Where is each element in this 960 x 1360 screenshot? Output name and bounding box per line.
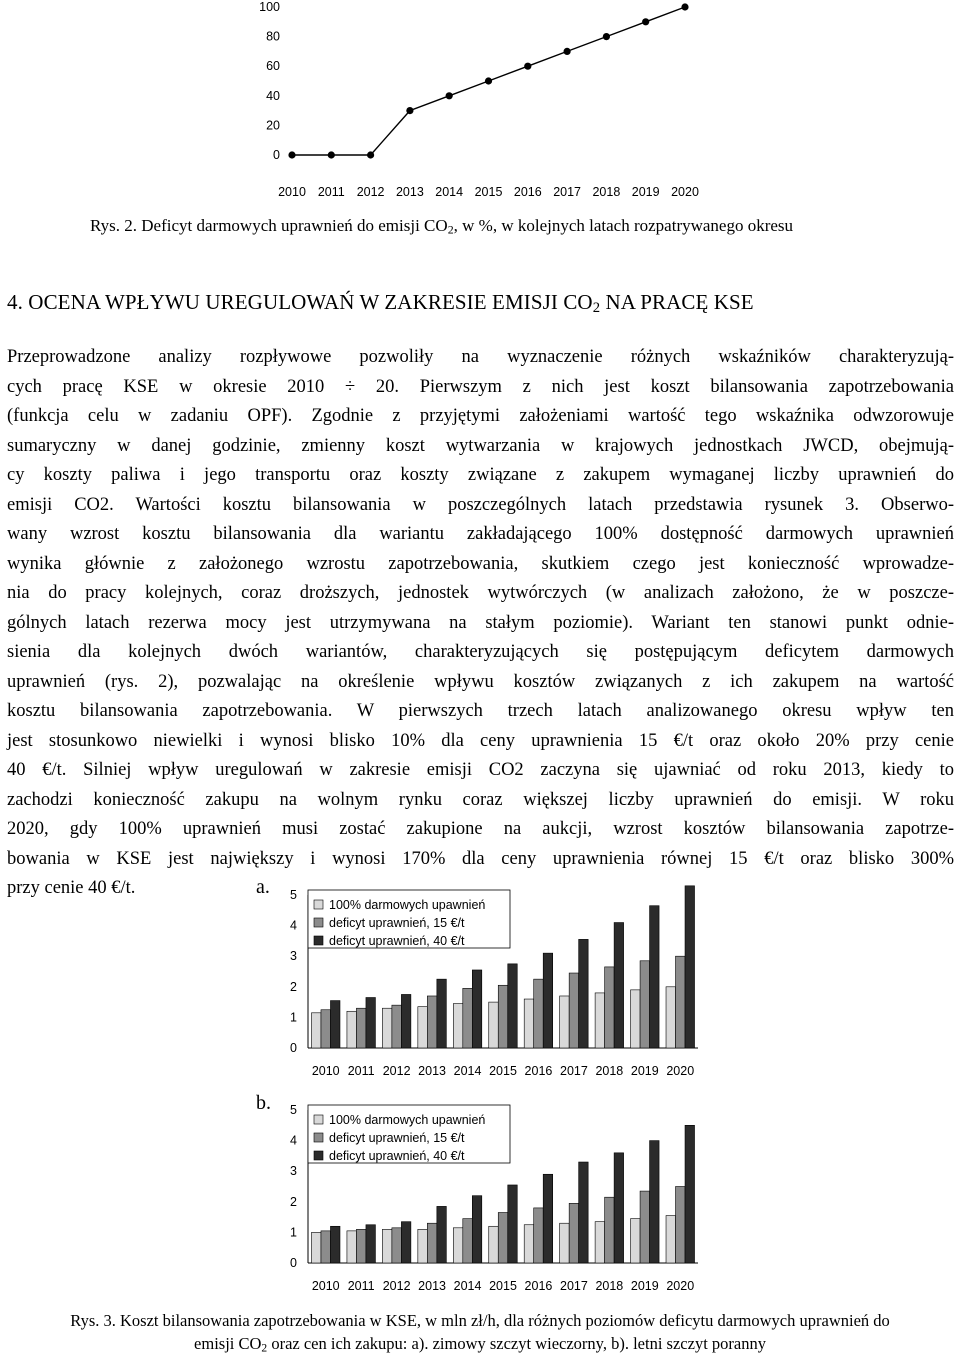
- fig3a-bar: [489, 1002, 499, 1048]
- fig2-ytick-label: 20: [266, 118, 280, 133]
- fig3a-label: a.: [256, 876, 270, 898]
- fig2-ytick-label: 80: [266, 29, 280, 44]
- fig3b-bar: [463, 1219, 473, 1263]
- fig3a-bar: [685, 886, 695, 1048]
- fig3a-ytick-label: 1: [290, 1010, 297, 1025]
- fig3b-bar: [685, 1125, 695, 1263]
- fig3b-bar: [605, 1197, 615, 1263]
- fig3b-xtick-label: 2018: [595, 1279, 624, 1293]
- fig3b-xtick-label: 2014: [453, 1279, 482, 1293]
- fig2-data-point: [328, 151, 335, 158]
- fig3a-bar: [543, 953, 553, 1048]
- fig2-data-point: [524, 63, 531, 70]
- fig3a-xtick-label: 2019: [630, 1064, 659, 1078]
- fig3b-bar: [543, 1174, 553, 1263]
- fig3a-bar: [631, 990, 641, 1048]
- fig3a-bar: [524, 999, 534, 1048]
- fig3a-bar: [401, 994, 411, 1048]
- fig2-xtick-label: 2014: [435, 185, 464, 199]
- fig3b-bar: [401, 1222, 411, 1263]
- fig2-xtick-label: 2019: [631, 185, 660, 199]
- body-line: zachodzi konieczność zakupu na wolnym rynku coraz większej liczby uprawnień do emisji. W roku: [7, 789, 954, 810]
- fig3b-ytick-label: 4: [290, 1133, 297, 1148]
- fig2-data-point: [564, 48, 571, 55]
- fig3a-xtick-label: 2016: [524, 1064, 553, 1078]
- fig3a-bar: [330, 1001, 340, 1048]
- fig2-data-point: [681, 3, 688, 10]
- body-line: cych pracę KSE w okresie 2010 ÷ 20. Pierwszym z nich jest koszt bilansowania zapotrzebowania: [7, 376, 954, 397]
- fig2-ytick-label: 100: [259, 0, 280, 14]
- fig3a-bar: [472, 970, 482, 1048]
- fig3b-bar: [437, 1206, 447, 1263]
- body-line: jest stosunkowo niewielki i wynosi blisko 10% dla ceny uprawnienia 15 €/t oraz około 20% przy cenie: [7, 730, 954, 751]
- fig3b-xtick-label: 2016: [524, 1279, 553, 1293]
- fig3a-bar: [427, 996, 437, 1048]
- fig3b-bar: [347, 1231, 357, 1263]
- fig2-xtick-label: 2015: [474, 185, 503, 199]
- fig3b-xtick-label: 2019: [630, 1279, 659, 1293]
- fig3b-legend-swatch: [314, 1133, 323, 1142]
- fig3b-ytick-label: 5: [290, 1103, 297, 1117]
- fig3a-ytick-label: 2: [290, 979, 297, 994]
- body-line: Przeprowadzone analizy rozpływowe pozwoliły na wyznaczenie różnych wskaźników charakteryzują-: [7, 347, 954, 367]
- fig3b-xtick-label: 2017: [560, 1279, 588, 1293]
- fig3a-ytick-label: 5: [290, 888, 297, 902]
- fig3a-xtick-label: 2011: [347, 1064, 375, 1078]
- body-line: wynika głównie z założonego wzrostu zapotrzebowania, skutkiem czego jest konieczność wprowadze-: [7, 553, 954, 574]
- fig3a-legend: [308, 890, 510, 948]
- fig3b-xtick-label: 2015: [489, 1279, 517, 1293]
- fig3a-bar: [463, 988, 473, 1048]
- fig2-data-point: [367, 151, 374, 158]
- fig3a-xtick-label: 2018: [595, 1064, 624, 1078]
- body-line: gólnych latach rezerwa mocy jest utrzymywana na stałym poziomie). Wariant ten stanowi punkt odnie-: [7, 612, 954, 633]
- fig3a-bar: [311, 1013, 321, 1048]
- fig3a-bar: [498, 985, 508, 1048]
- fig3b-label: b.: [256, 1092, 271, 1114]
- fig2-ytick-label: 60: [266, 59, 280, 74]
- fig3a-xtick-label: 2010: [311, 1064, 340, 1078]
- fig3b-ytick-label: 0: [290, 1256, 297, 1270]
- fig2-xtick-label: 2013: [395, 185, 424, 199]
- fig2-xtick-label: 2010: [278, 185, 306, 199]
- fig3b-bar: [321, 1231, 331, 1263]
- fig3-caption-line2: emisji $CO_2$ oraz cen ich zakupu: a). zimowy szczyt wieczorny, b). letni szczyt poranny: [194, 1334, 766, 1355]
- fig3a-bar: [614, 923, 624, 1048]
- fig2-data-point: [446, 92, 453, 99]
- fig3a-legend-swatch: [314, 900, 323, 909]
- fig2-data-point: [288, 151, 295, 158]
- fig2-xtick-label: 2020: [671, 185, 699, 199]
- fig3a-legend-swatch: [314, 918, 323, 927]
- fig3b-bar: [418, 1229, 428, 1263]
- fig3-caption-line1: Rys. 3. Koszt bilansowania zapotrzebowania w KSE, w mln zł/h, dla różnych poziomów deficytu darmowych uprawnień do: [70, 1311, 890, 1330]
- fig3a-legend-label: deficyt uprawnień, 15 €/t: [329, 916, 465, 930]
- fig2-data-point: [406, 107, 413, 114]
- fig3b-bar: [614, 1153, 624, 1263]
- body-line: 2020, gdy 100% uprawnień musi zostać zakupione na aukcji, wzrost kosztów bilansowania zapotrze-: [7, 819, 954, 839]
- body-line: wany wzrost kosztu bilansowania dla wariantu zakładającego 100% dostępność darmowych uprawnień: [7, 524, 954, 544]
- fig3b-ytick-label: 2: [290, 1194, 297, 1209]
- fig3b-bar: [311, 1232, 321, 1263]
- fig3a-ytick-label: 3: [290, 949, 297, 964]
- fig3b-ytick-label: 3: [290, 1164, 297, 1179]
- fig2-line-chart: [255, 0, 715, 205]
- fig3b-bar: [631, 1219, 641, 1263]
- fig3a-xtick-label: 2012: [382, 1064, 411, 1078]
- body-line: 40 €/t. Silniej wpływ uregulowań w zakresie emisji CO2 zaczyna się ujawniać od roku 2013, kiedy to: [7, 760, 954, 780]
- fig2-data-point: [485, 77, 492, 84]
- fig3b-xtick-label: 2011: [347, 1279, 375, 1293]
- fig3b-bar: [472, 1196, 482, 1263]
- body-line: bowania w KSE jest największy i wynosi 170% dla ceny uprawnienia równej 15 €/t oraz blisko 300%: [7, 848, 954, 869]
- fig3b-bar: [640, 1191, 650, 1263]
- body-paragraph: [7, 343, 954, 904]
- fig3a-bar: [418, 1007, 428, 1048]
- fig3b-bar: [524, 1225, 534, 1263]
- fig3b-bar: [579, 1162, 589, 1263]
- fig3a-bar: [579, 939, 589, 1048]
- fig3a-bar: [534, 979, 544, 1048]
- fig3a-ytick-label: 4: [290, 918, 297, 933]
- body-line: emisji CO2. Wartości kosztu bilansowania w poszczególnych latach przedstawia rysunek 3. Obserwo-: [7, 494, 954, 515]
- fig3a-bar: [356, 1008, 366, 1048]
- fig3b-xtick-label: 2010: [311, 1279, 340, 1293]
- fig3a-legend-label: 100% darmowych upawnień: [329, 898, 486, 912]
- fig2-xtick-label: 2012: [356, 185, 385, 199]
- fig3b-legend-label: deficyt uprawnień, 15 €/t: [329, 1131, 465, 1145]
- fig2-caption: Rys. 2. Deficyt darmowych uprawnień do emisji CO2, w %, w kolejnych latach rozpatrywanego okresu: [90, 216, 794, 237]
- fig3b-bar: [676, 1187, 686, 1264]
- fig3a-bar: [569, 973, 579, 1048]
- body-line: sumaryczny w danej godzinie, zmienny koszt wytwarzania w krajowych jednostkach JWCD, obejmują-: [7, 435, 954, 456]
- fig3b-bar: [366, 1225, 376, 1263]
- fig2-data-point: [603, 33, 610, 40]
- fig3b-legend-label: deficyt uprawnień, 40 €/t: [329, 1149, 465, 1163]
- fig3b-bar: [330, 1226, 340, 1263]
- fig3a-xtick-label: 2020: [666, 1064, 695, 1078]
- fig3b-legend-label: 100% darmowych upawnień: [329, 1113, 486, 1127]
- fig3a-bar: [560, 996, 570, 1048]
- fig3b-ytick-label: 1: [290, 1225, 297, 1240]
- fig3a-bar: [382, 1008, 392, 1048]
- fig3a-xtick-label: 2017: [560, 1064, 588, 1078]
- fig3b-bar: [595, 1222, 605, 1263]
- body-line: (funkcja celu w zadaniu OPF). Zgodnie z przyjętymi założeniami wartość tego wskaźnika odwzorowuje: [7, 406, 954, 426]
- fig2-xtick-label: 2018: [592, 185, 621, 199]
- fig3-caption: [0, 1309, 960, 1360]
- body-line: przy cenie 40 €/t.: [7, 878, 136, 898]
- fig3a-bar: [595, 993, 605, 1048]
- fig3a-bar: [666, 987, 676, 1048]
- fig3a-bar: [650, 906, 660, 1048]
- fig3b-bar: [650, 1141, 660, 1263]
- fig3b-bar: [427, 1223, 437, 1263]
- fig2-ytick-label: 40: [266, 88, 280, 103]
- fig3a-xtick-label: 2015: [489, 1064, 517, 1078]
- fig3b-bar: [666, 1216, 676, 1263]
- fig3a-xtick-label: 2014: [453, 1064, 482, 1078]
- fig3a-bar: [640, 961, 650, 1048]
- fig3a-ytick-label: 0: [290, 1041, 297, 1055]
- fig3a-bar: [453, 1004, 463, 1048]
- fig3b-bar: [489, 1226, 499, 1263]
- fig3b-xtick-label: 2012: [382, 1279, 411, 1293]
- fig3a-bar-chart: [280, 885, 700, 1085]
- fig3b-bar: [569, 1203, 579, 1263]
- fig3b-bar: [382, 1229, 392, 1263]
- fig3a-bar: [347, 1011, 357, 1048]
- fig2-xtick-label: 2017: [553, 185, 582, 199]
- body-line: cy koszty paliwa i jego transportu oraz koszty związane z zakupem wymaganej liczby uprawnień do: [7, 465, 954, 485]
- body-line: sienia dla kolejnych dwóch wariantów, charakteryzujących się postępującym deficytem darmowych: [7, 642, 954, 662]
- fig2-xtick-label: 2011: [317, 185, 345, 199]
- fig3a-xtick-label: 2013: [418, 1064, 446, 1078]
- fig3a-legend-swatch: [314, 936, 323, 945]
- fig3a-bar: [392, 1005, 402, 1048]
- fig3a-legend-label: deficyt uprawnień, 40 €/t: [329, 934, 465, 948]
- fig3b-bar: [534, 1208, 544, 1263]
- body-line: nia do pracy kolejnych, coraz droższych, jednostek wytwórczych (w analizach założono, że w poszcze-: [7, 583, 954, 603]
- fig3b-bar: [560, 1223, 570, 1263]
- fig3a-bar: [508, 964, 518, 1048]
- fig3a-bar: [676, 956, 686, 1048]
- fig2-data-point: [642, 18, 649, 25]
- fig3a-bar: [605, 967, 615, 1048]
- fig3a-bar: [366, 998, 376, 1048]
- fig3b-legend-swatch: [314, 1115, 323, 1124]
- fig3b-bar: [453, 1228, 463, 1263]
- section-heading: 4. OCENA WPŁYWU UREGULOWAŃ W ZAKRESIE EMISJI $CO_2$ NA PRACĘ KSE: [7, 290, 754, 316]
- fig3b-bar: [356, 1229, 366, 1263]
- fig2-ytick-label: 0: [273, 148, 280, 162]
- fig3b-bar: [498, 1213, 508, 1263]
- fig3a-bar: [437, 979, 447, 1048]
- fig3b-bar: [392, 1228, 402, 1263]
- fig3b-bar: [508, 1185, 518, 1263]
- fig3a-bar: [321, 1010, 331, 1048]
- body-line: kosztu bilansowania zapotrzebowania. W pierwszych trzech latach analizowanego okresu wpływ ten: [7, 701, 954, 721]
- fig2-xtick-label: 2016: [513, 185, 542, 199]
- body-line: uprawnień (rys. 2), pozwalając na określenie wpływu kosztów związanych z ich zakupem na wartość: [7, 671, 954, 692]
- fig3b-bar-chart: [280, 1100, 700, 1300]
- fig3b-legend-swatch: [314, 1151, 323, 1160]
- fig3b-legend: [308, 1105, 510, 1163]
- fig3b-xtick-label: 2020: [666, 1279, 695, 1293]
- fig3b-xtick-label: 2013: [418, 1279, 446, 1293]
